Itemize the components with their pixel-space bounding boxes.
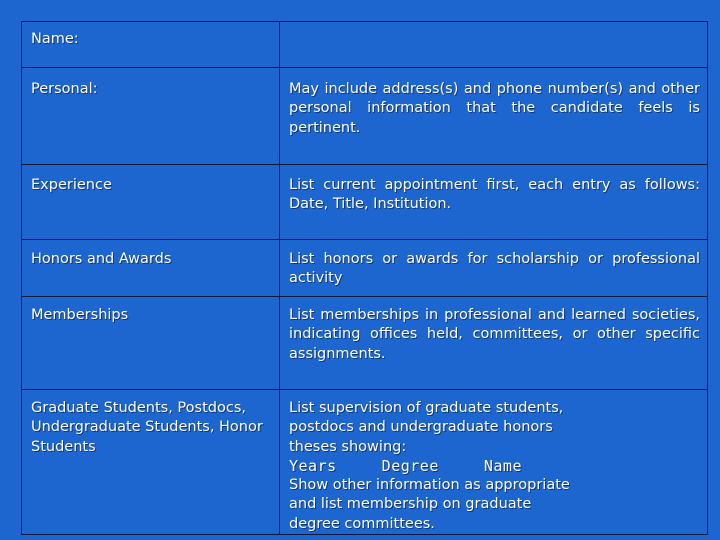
thesis-columns-heading [289,457,522,476]
cv-format-table [21,21,708,535]
row-description-students [280,390,708,535]
table-row-students [22,390,708,535]
row-label-experience: Experience [22,165,280,240]
row-description-honors: List honors or awards for scholarship or professional activity [280,240,708,297]
row-description-memberships: List memberships in professional and learned societies, indicating offices held, committees, or other specific assignments. [280,297,708,390]
row-label-name: Name: [22,22,280,68]
row-label-personal: Personal: [22,68,280,165]
column-degree: Degree [381,456,439,475]
row-description-name [280,22,708,68]
row-description-personal: May include address(s) and phone number(s) and other personal information that the candidate feels is pertinent. [280,68,708,165]
row-label-memberships: Memberships [22,297,280,390]
row-description-experience: List current appointment first, each entry as follows: Date, Title, Institution. [280,165,708,240]
description-line: and list membership on graduate [289,496,532,513]
description-line: Show other information as appropriate [289,477,570,494]
table-row-memberships [22,297,708,390]
description-line: postdocs and undergraduate honors [289,419,553,436]
row-label-students: Graduate Students, Postdocs, Undergraduate Students, Honor Students [22,390,280,535]
description-line: theses showing: [289,438,407,455]
column-name: Name [483,456,522,475]
description-line: List supervision of graduate students, [289,400,564,416]
column-years: Years [289,456,337,475]
table-row-experience [22,165,708,240]
row-label-honors: Honors and Awards [22,240,280,297]
table-row-honors [22,240,708,297]
table-row-personal [22,68,708,165]
description-line: degree committees. [289,515,435,532]
table-row-name [22,22,708,68]
